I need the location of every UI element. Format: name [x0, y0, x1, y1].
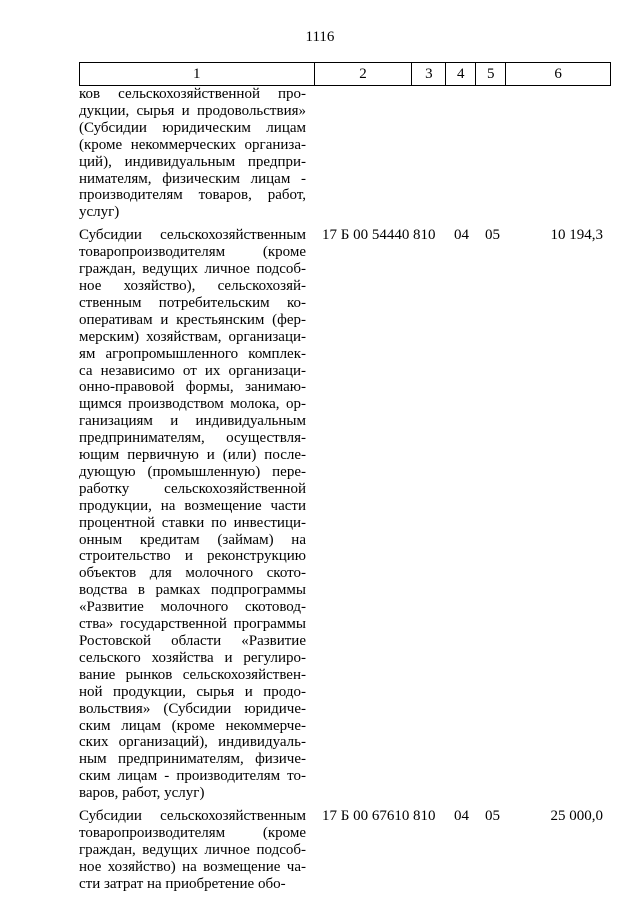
description-line: (кроме некоммерческих организа- — [79, 136, 306, 153]
description-line: нимателям, физическим лицам - — [79, 170, 306, 187]
description-line: онно-правовой формы, занимаю- — [79, 379, 306, 396]
description-line: продукции, на возмещение части — [79, 497, 306, 514]
description-line: товаропроизводителям (кроме — [79, 244, 306, 261]
description-line: ям агропромышленного комплек- — [79, 345, 306, 362]
row-values — [306, 808, 611, 826]
row-description — [79, 86, 306, 221]
description-line: работку сельскохозяйственной — [79, 480, 306, 497]
description-line: сти затрат на приобретение обо- — [79, 875, 286, 892]
header-col-5: 5 — [476, 63, 506, 85]
description-line: производителям товаров, работ, — [79, 187, 306, 204]
description-line: ским лицам - производителям то- — [79, 768, 306, 785]
description-line: ций), индивидуальным предпри- — [79, 153, 306, 170]
table-row — [79, 808, 611, 893]
description-line: ства» государственной программы — [79, 616, 306, 633]
description-line: Субсидии сельскохозяйственным — [79, 808, 306, 825]
subsection: 05 — [485, 808, 500, 825]
description-line: услуг) — [79, 204, 120, 221]
row-values — [306, 227, 611, 245]
row-description — [79, 227, 306, 802]
header-col-2: 2 — [315, 63, 413, 85]
description-line: оперативам и крестьянским (фер- — [79, 311, 306, 328]
description-line: ков сельскохозяйственной про- — [79, 86, 306, 102]
header-col-1: 1 — [80, 63, 315, 85]
description-line: ное хозяйство), сельскохозяй- — [79, 277, 306, 294]
description-line: вание рынков сельскохозяйствен- — [79, 666, 306, 683]
header-col-3: 3 — [412, 63, 446, 85]
description-line: са независимо от их организаци- — [79, 362, 306, 379]
subsection: 05 — [485, 227, 500, 244]
budget-code: 17 Б 00 54440 — [322, 227, 410, 244]
row-description — [79, 808, 306, 893]
table-row — [79, 86, 611, 221]
description-line: вольствия» (Субсидии юридиче- — [79, 700, 306, 717]
description-line: онным кредитам (займам) на — [79, 531, 306, 548]
description-line: мерским) хозяйствам, организаци- — [79, 328, 306, 345]
expense-type: 810 — [413, 227, 436, 244]
description-line: «Развитие молочного скотовод- — [79, 599, 306, 616]
row-values — [306, 86, 611, 104]
description-line: ских организаций), индивидуаль- — [79, 734, 306, 751]
description-line: дукции, сырья и продовольствия» — [79, 102, 306, 119]
description-line: объектов для молочного ското- — [79, 565, 306, 582]
description-line: сельского хозяйства и регулиро- — [79, 649, 306, 666]
table-row — [79, 227, 611, 802]
description-line: варов, работ, услуг) — [79, 785, 205, 802]
description-line: (Субсидии юридическим лицам — [79, 119, 306, 136]
page-number: 1116 — [305, 29, 335, 45]
section: 04 — [454, 227, 469, 244]
amount: 25 000,0 — [550, 808, 603, 825]
description-line: ное хозяйство) на возмещение ча- — [79, 858, 306, 875]
description-line: ной продукции, сырья и продо- — [79, 683, 306, 700]
section: 04 — [454, 808, 469, 825]
header-col-4: 4 — [446, 63, 476, 85]
header-col-6: 6 — [506, 63, 611, 85]
description-line: процентной ставки по инвестици- — [79, 514, 306, 531]
description-line: ским лицам (кроме некоммерче- — [79, 717, 306, 734]
description-line: ющим первичную и (или) после- — [79, 447, 306, 464]
description-line: граждан, ведущих личное подсоб- — [79, 841, 306, 858]
description-line: товаропроизводителям (кроме — [79, 824, 306, 841]
description-line: ганизациям и индивидуальным — [79, 413, 306, 430]
budget-code: 17 Б 00 67610 — [322, 808, 410, 825]
description-line: дующую (промышленную) пере- — [79, 463, 306, 480]
description-line: граждан, ведущих личное подсоб- — [79, 261, 306, 278]
description-line: ным предпринимателям, физиче- — [79, 751, 306, 768]
description-line: строительство и реконструкцию — [79, 548, 306, 565]
table-header — [79, 62, 611, 86]
expense-type: 810 — [413, 808, 436, 825]
description-line: водства в рамках подпрограммы — [79, 582, 306, 599]
description-line: щимся производством молока, ор- — [79, 396, 306, 413]
description-line: ственным потребительским ко- — [79, 294, 306, 311]
description-line: Субсидии сельскохозяйственным — [79, 227, 306, 244]
description-line: предпринимателям, осуществля- — [79, 430, 306, 447]
table-body — [79, 86, 611, 893]
amount: 10 194,3 — [550, 227, 603, 244]
description-line: Ростовской области «Развитие — [79, 633, 306, 649]
